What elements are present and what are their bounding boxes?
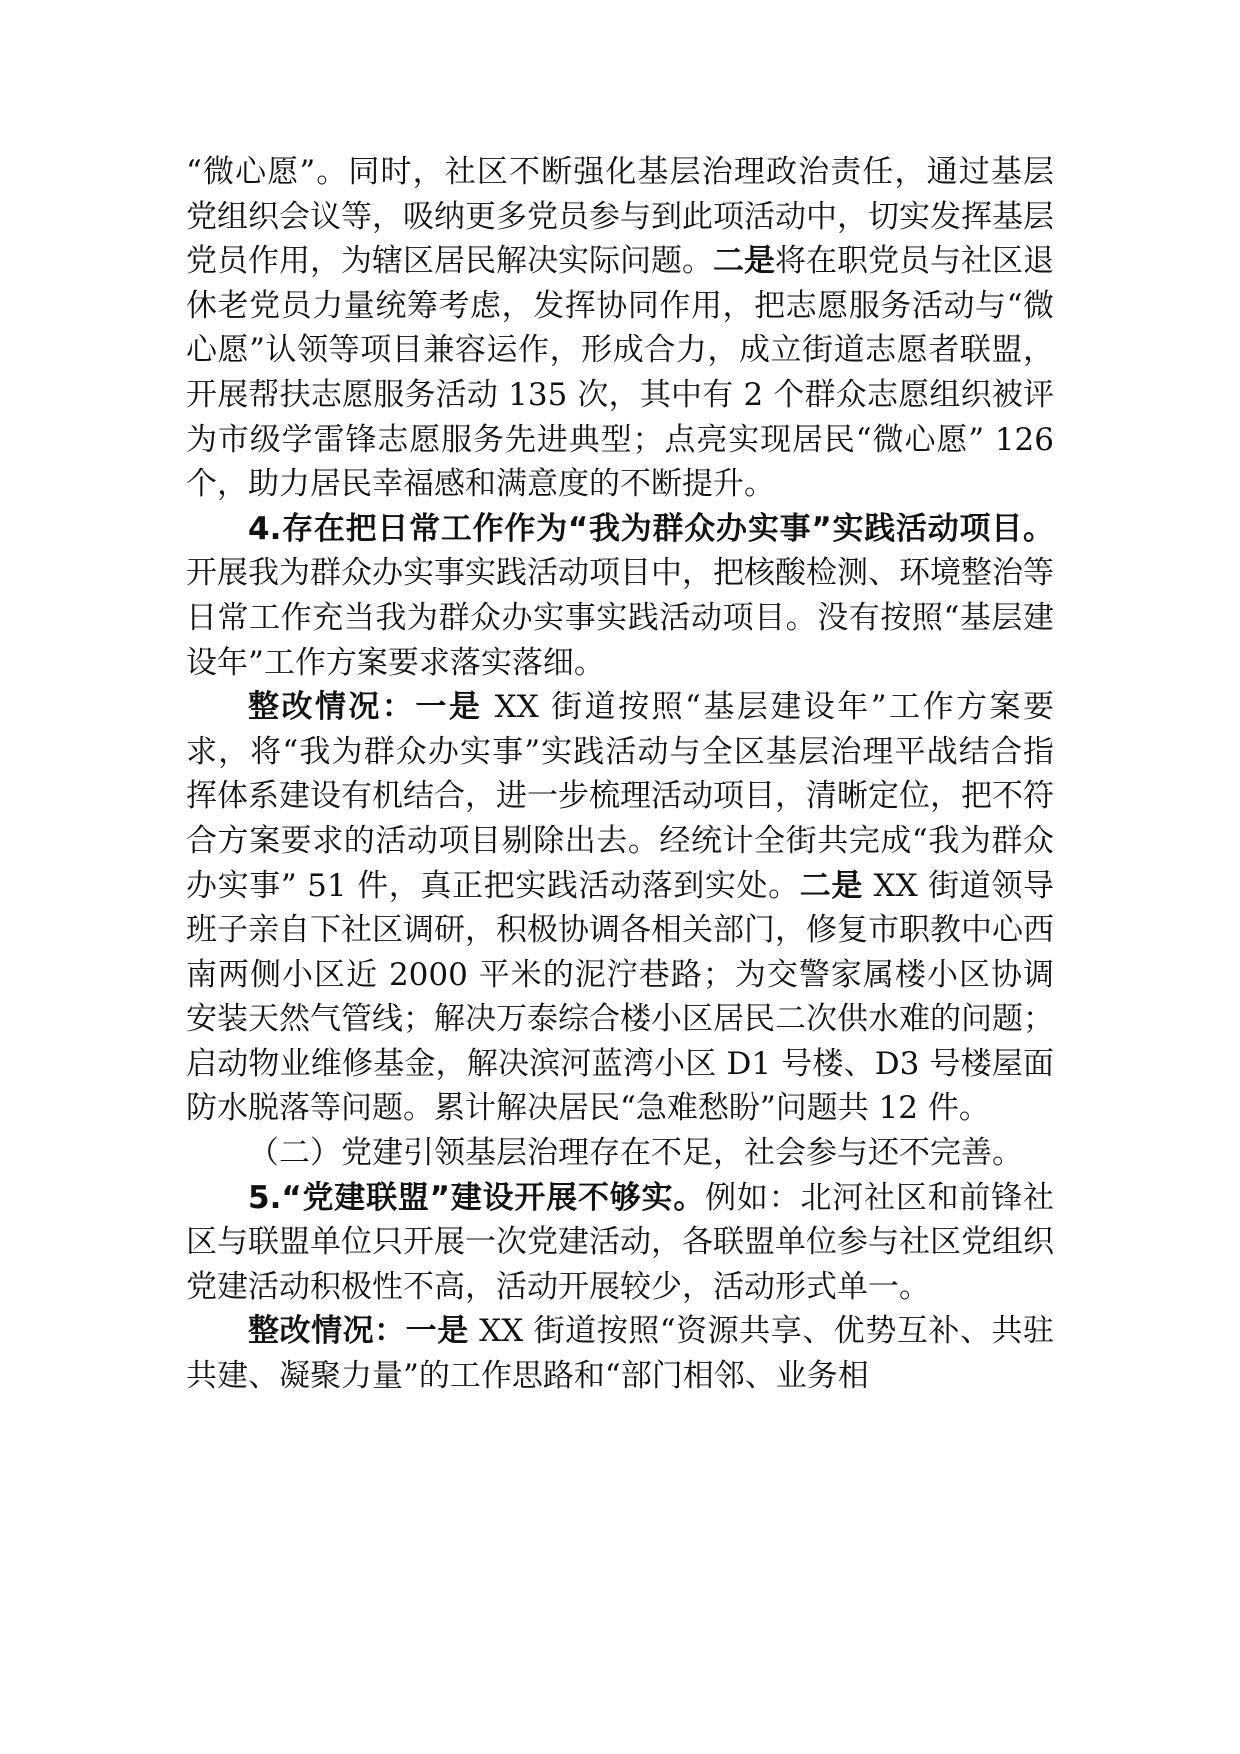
- paragraph-text: XX 街道按照“资源共享、优势互补、共驻共建、凝聚力量”的工作思路和“部门相邻、业务相: [186, 1313, 1055, 1395]
- bold-label-second: 二是: [799, 867, 864, 904]
- issue-heading: 5.“党建联盟”建设开展不够实。: [248, 1179, 706, 1216]
- rectification-label: 整改情况：一是: [248, 1313, 469, 1350]
- paragraph-issue-5: [186, 1176, 1054, 1310]
- paragraph-text: 将在职党员与社区退休老党员力量统筹考虑，发挥协同作用，把志愿服务活动与“微心愿”认领等项目兼容运作，形成合力，成立街道志愿者联盟，开展帮扶志愿服务活动 135 次，其中有 2 个群众志愿组织被评为市级学雷锋志愿服务先进典型；点亮实现居民“微心愿” 126 个，助力居民幸福感和满意度的不断提升。: [186, 243, 1054, 503]
- paragraph-text: “微心愿”。同时，社区不断强化基层治理政治责任，通过基层党组织会议等，吸纳更多党员参与到此项活动中，切实发挥基层党员作用，为辖区居民解决实际问题。: [186, 154, 1054, 280]
- paragraph-text: XX 街道领导班子亲自下社区调研，积极协调各相关部门，修复市职教中心西南两侧小区近 2000 平米的泥泞巷路；为交警家属楼小区协调安装天然气管线；解决万泰综合楼小区居民二次供水难的问题；启动物业维修基金，解决滨河蓝湾小区 D1 号楼、D3 号楼屋面防水脱落等问题。累计解决居民“急难愁盼”问题共 12 件。: [186, 867, 1054, 1127]
- paragraph-rectification-4: [186, 685, 1054, 1131]
- section-heading-2: [186, 1131, 1054, 1176]
- paragraph-issue-4: [186, 507, 1054, 685]
- section-heading-text: （二）党建引领基层治理存在不足，社会参与还不完善。: [248, 1135, 1023, 1172]
- paragraph-text: 开展我为群众办实事实践活动项目中，把核酸检测、环境整治等日常工作充当我为群众办实事实践活动项目。没有按照“基层建设年”工作方案要求落实落细。: [186, 555, 1054, 681]
- paragraph-rectification-5: [186, 1309, 1054, 1398]
- issue-heading: 4.存在把日常工作作为“我为群众办实事”实践活动项目。: [248, 510, 1054, 547]
- bold-label-second: 二是: [713, 243, 775, 280]
- paragraph-micro-wish-work: [186, 150, 1054, 507]
- rectification-label: 整改情况：一是: [248, 689, 483, 726]
- paragraph-text: 例如：北河社区和前锋社区与联盟单位只开展一次党建活动，各联盟单位参与社区党组织党建活动积极性不高，活动开展较少，活动形式单一。: [186, 1179, 1055, 1305]
- paragraph-text: XX 街道按照“基层建设年”工作方案要求，将“我为群众办实事”实践活动与全区基层治理平战结合指挥体系建设有机结合，进一步梳理活动项目，清晰定位，把不符合方案要求的活动项目剔除出去。经统计全街共完成“我为群众办实事” 51 件，真正把实践活动落到实处。: [186, 689, 1054, 904]
- document-page: [186, 150, 1054, 1399]
